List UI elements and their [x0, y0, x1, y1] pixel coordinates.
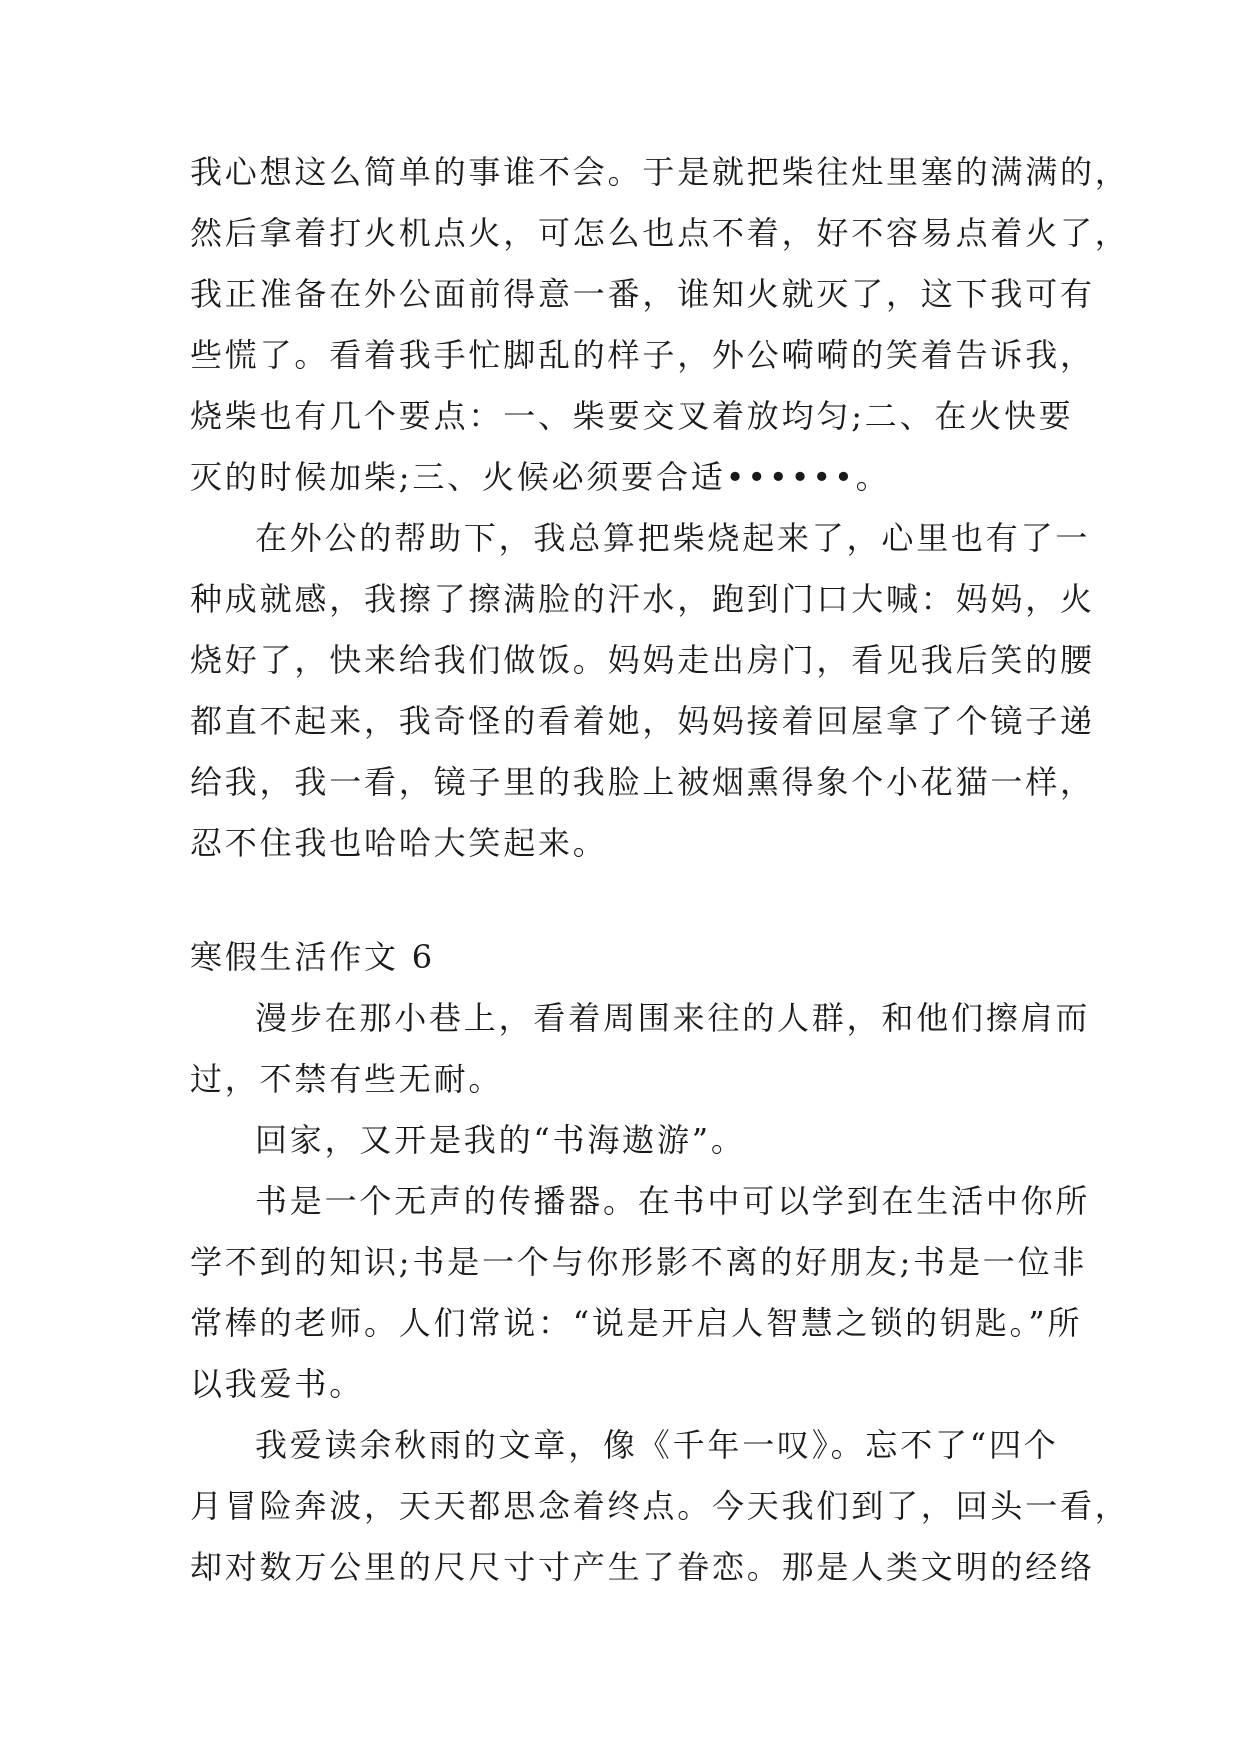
paragraph-first-line: 在外公的帮助下，我总算把柴烧起来了，心里也有了一	[255, 519, 1091, 557]
text-line: 我心想这么简单的事谁不会。于是就把柴往灶里塞的满满的，	[190, 153, 1130, 191]
text-line: 都直不起来，我奇怪的看着她，妈妈接着回屋拿了个镜子递	[190, 702, 1095, 740]
text-line: 烧好了，快来给我们做饭。妈妈走出房门，看见我后笑的腰	[190, 641, 1095, 679]
text-line: 月冒险奔波，天天都思念着终点。今天我们到了，回头一看，	[190, 1487, 1130, 1525]
paragraph-first-line: 漫步在那小巷上，看着周围来往的人群，和他们擦肩而	[255, 999, 1091, 1037]
text-line: 以我爱书。	[190, 1365, 365, 1403]
text-line: 灭的时候加柴;三、火候必须要合适••••••。	[190, 458, 891, 496]
text-line: 种成就感，我擦了擦满脸的汗水，跑到门口大喊：妈妈，火	[190, 580, 1095, 618]
section-title: 寒假生活作文 6	[190, 938, 435, 976]
text-line: 却对数万公里的尺尺寸寸产生了眷恋。那是人类文明的经络	[190, 1548, 1095, 1586]
text-line: 些慌了。看着我手忙脚乱的样子，外公嗬嗬的笑着告诉我，	[190, 336, 1095, 374]
text-line: 烧柴也有几个要点：一、柴要交叉着放均匀;二、在火快要	[190, 397, 1074, 435]
text-line: 学不到的知识;书是一个与你形影不离的好朋友;书是一位非	[190, 1243, 1088, 1281]
text-line: 常棒的老师。人们常说：“说是开启人智慧之锁的钥匙。”所	[190, 1304, 1083, 1342]
text-line: 忍不住我也哈哈大笑起来。	[190, 824, 608, 862]
text-line: 给我，我一看，镜子里的我脸上被烟熏得象个小花猫一样，	[190, 763, 1095, 801]
text-line: 然后拿着打火机点火，可怎么也点不着，好不容易点着火了，	[190, 214, 1130, 252]
paragraph-first-line: 书是一个无声的传播器。在书中可以学到在生活中你所	[255, 1182, 1091, 1220]
text-line: 我正准备在外公面前得意一番，谁知火就灭了，这下我可有	[190, 275, 1095, 313]
text-line: 过，不禁有些无耐。	[190, 1060, 504, 1098]
paragraph-first-line: 回家，又开是我的“书海遨游”。	[255, 1121, 746, 1159]
paragraph-first-line: 我爱读余秋雨的文章，像《千年一叹》。忘不了“四个	[255, 1426, 1059, 1464]
